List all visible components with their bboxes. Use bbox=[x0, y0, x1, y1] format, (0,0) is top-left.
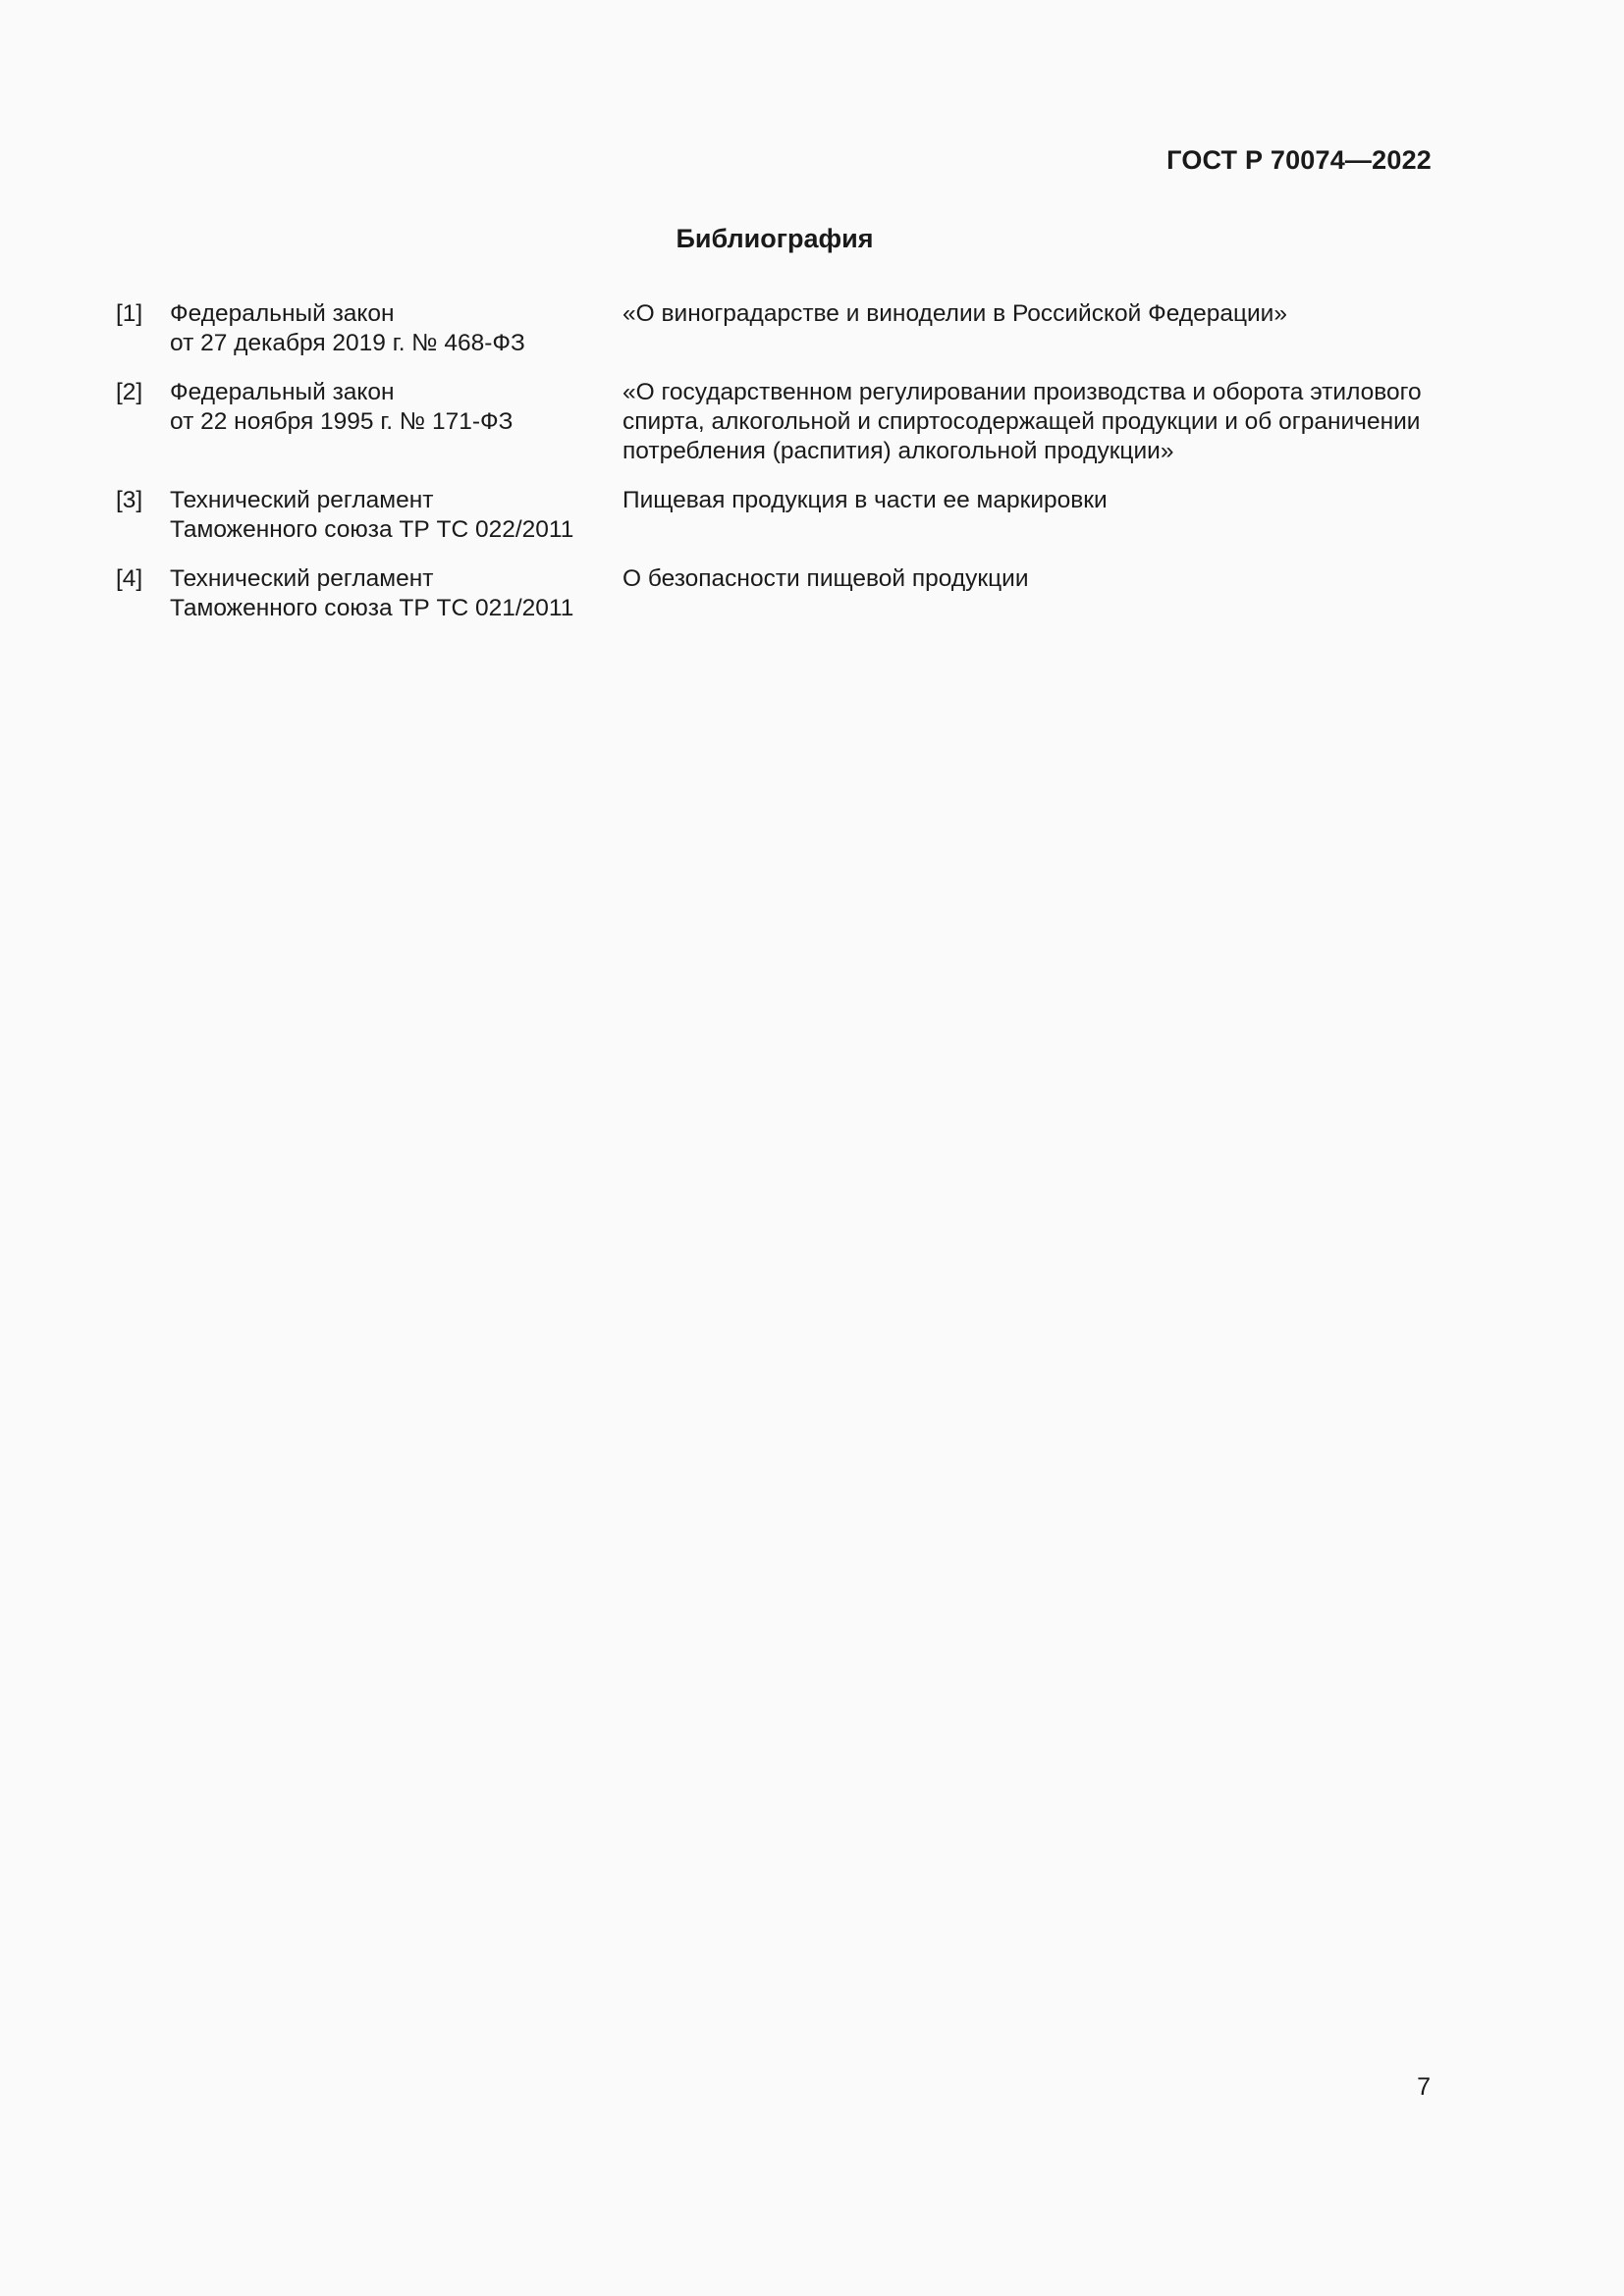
entry-source-details: Таможенного союза ТР ТС 022/2011 bbox=[170, 516, 574, 543]
entry-source-details: Таможенного союза ТР ТС 021/2011 bbox=[170, 595, 574, 621]
entry-title: Пищевая продукция в части ее маркировки bbox=[623, 487, 1108, 513]
bibliography-entry-3 bbox=[116, 486, 1432, 545]
bibliography-list bbox=[116, 299, 1432, 643]
entry-source bbox=[170, 486, 623, 545]
entry-number: [2] bbox=[116, 379, 143, 405]
entry-title: «О виноградарстве и виноделии в Российской Федерации» bbox=[623, 300, 1287, 327]
entry-source-type: Федеральный закон bbox=[170, 379, 395, 405]
entry-title: «О государственном регулировании производства и оборота этилового спирта, алкогольной и спиртосодержащей продукции и об ограничении потребления (распития) алкогольной продукции» bbox=[623, 379, 1422, 464]
entry-number: [1] bbox=[116, 300, 143, 327]
entry-source-type: Технический регламент bbox=[170, 487, 434, 513]
entry-title: О безопасности пищевой продукции bbox=[623, 565, 1029, 592]
entry-number: [4] bbox=[116, 565, 143, 592]
document-code: ГОСТ Р 70074—2022 bbox=[1166, 145, 1432, 175]
section-title: Библиография bbox=[676, 224, 874, 253]
bibliography-entry-4 bbox=[116, 564, 1432, 623]
bibliography-entry-2 bbox=[116, 378, 1432, 466]
entry-source-type: Технический регламент bbox=[170, 565, 434, 592]
entry-source-details: от 27 декабря 2019 г. № 468-ФЗ bbox=[170, 330, 525, 356]
bibliography-entry-1 bbox=[116, 299, 1432, 358]
page-number: 7 bbox=[1417, 2073, 1431, 2101]
entry-source bbox=[170, 299, 623, 358]
entry-source bbox=[170, 378, 623, 466]
entry-source bbox=[170, 564, 623, 623]
entry-source-type: Федеральный закон bbox=[170, 300, 395, 327]
entry-number: [3] bbox=[116, 487, 143, 513]
entry-source-details: от 22 ноября 1995 г. № 171-ФЗ bbox=[170, 408, 514, 435]
